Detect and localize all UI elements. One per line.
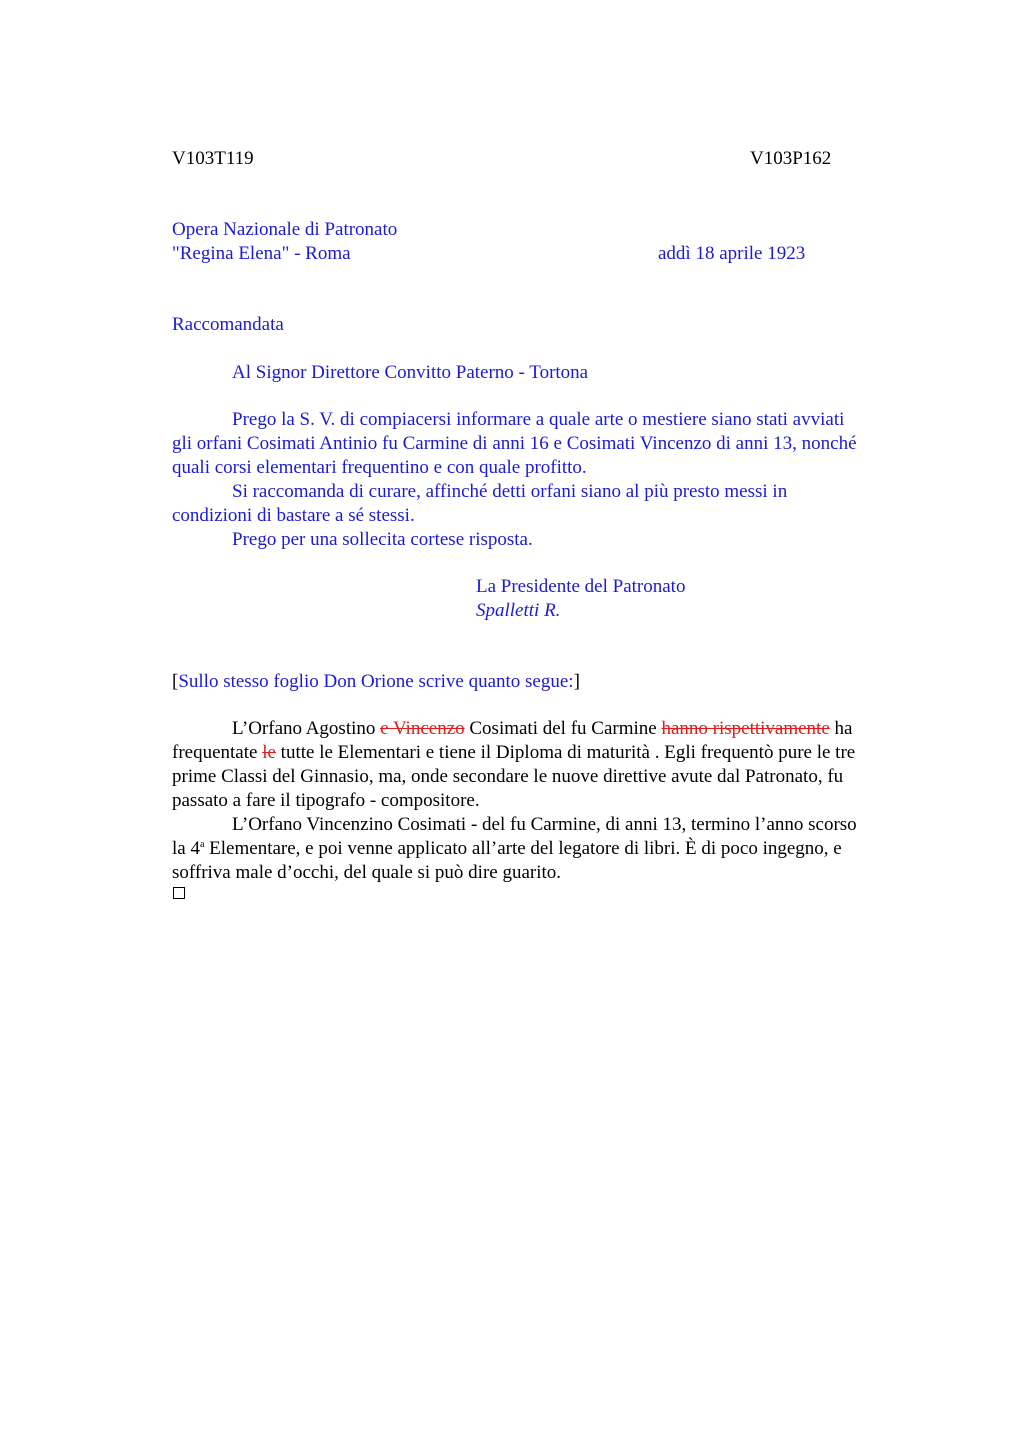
deleted-text: hanno rispettivamente: [661, 718, 830, 739]
note-bracket-open: [: [172, 671, 179, 692]
letter-body: [172, 408, 922, 552]
note-bracket-close: ]: [573, 671, 580, 692]
letter-body-line: condizioni di bastare a sé stessi.: [172, 505, 415, 526]
reply-text-segment: Cosimati del fu Carmine: [464, 718, 662, 739]
reply-text-segment: ha: [829, 718, 853, 739]
deleted-text: e Vincenzo: [380, 718, 465, 739]
reply-text: [172, 717, 922, 885]
reply-line: [172, 717, 922, 741]
reply-text-segment: la 4: [172, 838, 200, 859]
letter-date: addì 18 aprile 1923: [658, 243, 806, 264]
reply-text-segment: Elementare, e poi venne applicato all’arte del legatore di libri. È di poco ingegno, e: [204, 838, 842, 859]
sender-line-1: Opera Nazionale di Patronato: [172, 219, 398, 240]
editorial-note: [172, 670, 580, 694]
letter-body-line: gli orfani Cosimati Antinio fu Carmine di anni 16 e Cosimati Vincenzo di anni 13, nonché: [172, 433, 857, 454]
note-text: Sullo stesso foglio Don Orione scrive quanto segue:: [178, 671, 574, 692]
ordinal-superscript: a: [199, 839, 205, 850]
reply-text-segment: L’Orfano Agostino: [232, 718, 381, 739]
reply-line: L’Orfano Vincenzino Cosimati - del fu Carmine, di anni 13, termino l’anno scorso: [232, 814, 857, 835]
document-code-left: V103T119: [172, 148, 254, 169]
mail-type: Raccomandata: [172, 314, 284, 335]
letter-body-line: Prego per una sollecita cortese risposta.: [232, 529, 533, 550]
end-marker-square-icon: [173, 887, 185, 899]
reply-line: [172, 741, 922, 765]
signature-name: Spalletti R.: [476, 600, 561, 621]
letter-body-line: quali corsi elementari frequentino e con quale profitto.: [172, 457, 587, 478]
reply-line: prime Classi del Ginnasio, ma, onde secondare le nuove direttive avute dal Patronato, fu: [172, 766, 844, 787]
reply-text-segment: tutte le Elementari e tiene il Diploma di maturità . Egli frequentò pure le tre: [275, 742, 856, 763]
sender-line-2: "Regina Elena" - Roma: [172, 243, 351, 264]
reply-line: passato a fare il tipografo - compositore.: [172, 790, 480, 811]
letter-body-line: Si raccomanda di curare, affinché detti orfani siano al più presto messi in: [232, 481, 788, 502]
recipient-line: Al Signor Direttore Convitto Paterno - Tortona: [232, 362, 589, 383]
signature-title: La Presidente del Patronato: [476, 576, 686, 597]
reply-text-segment: frequentate: [172, 742, 263, 763]
document-code-right: V103P162: [750, 148, 832, 169]
deleted-text: le: [262, 742, 276, 763]
reply-line: soffriva male d’occhi, del quale si può dire guarito.: [172, 862, 562, 883]
letter-body-line: Prego la S. V. di compiacersi informare a quale arte o mestiere siano stati avviati: [232, 409, 845, 430]
reply-line: [172, 837, 922, 861]
